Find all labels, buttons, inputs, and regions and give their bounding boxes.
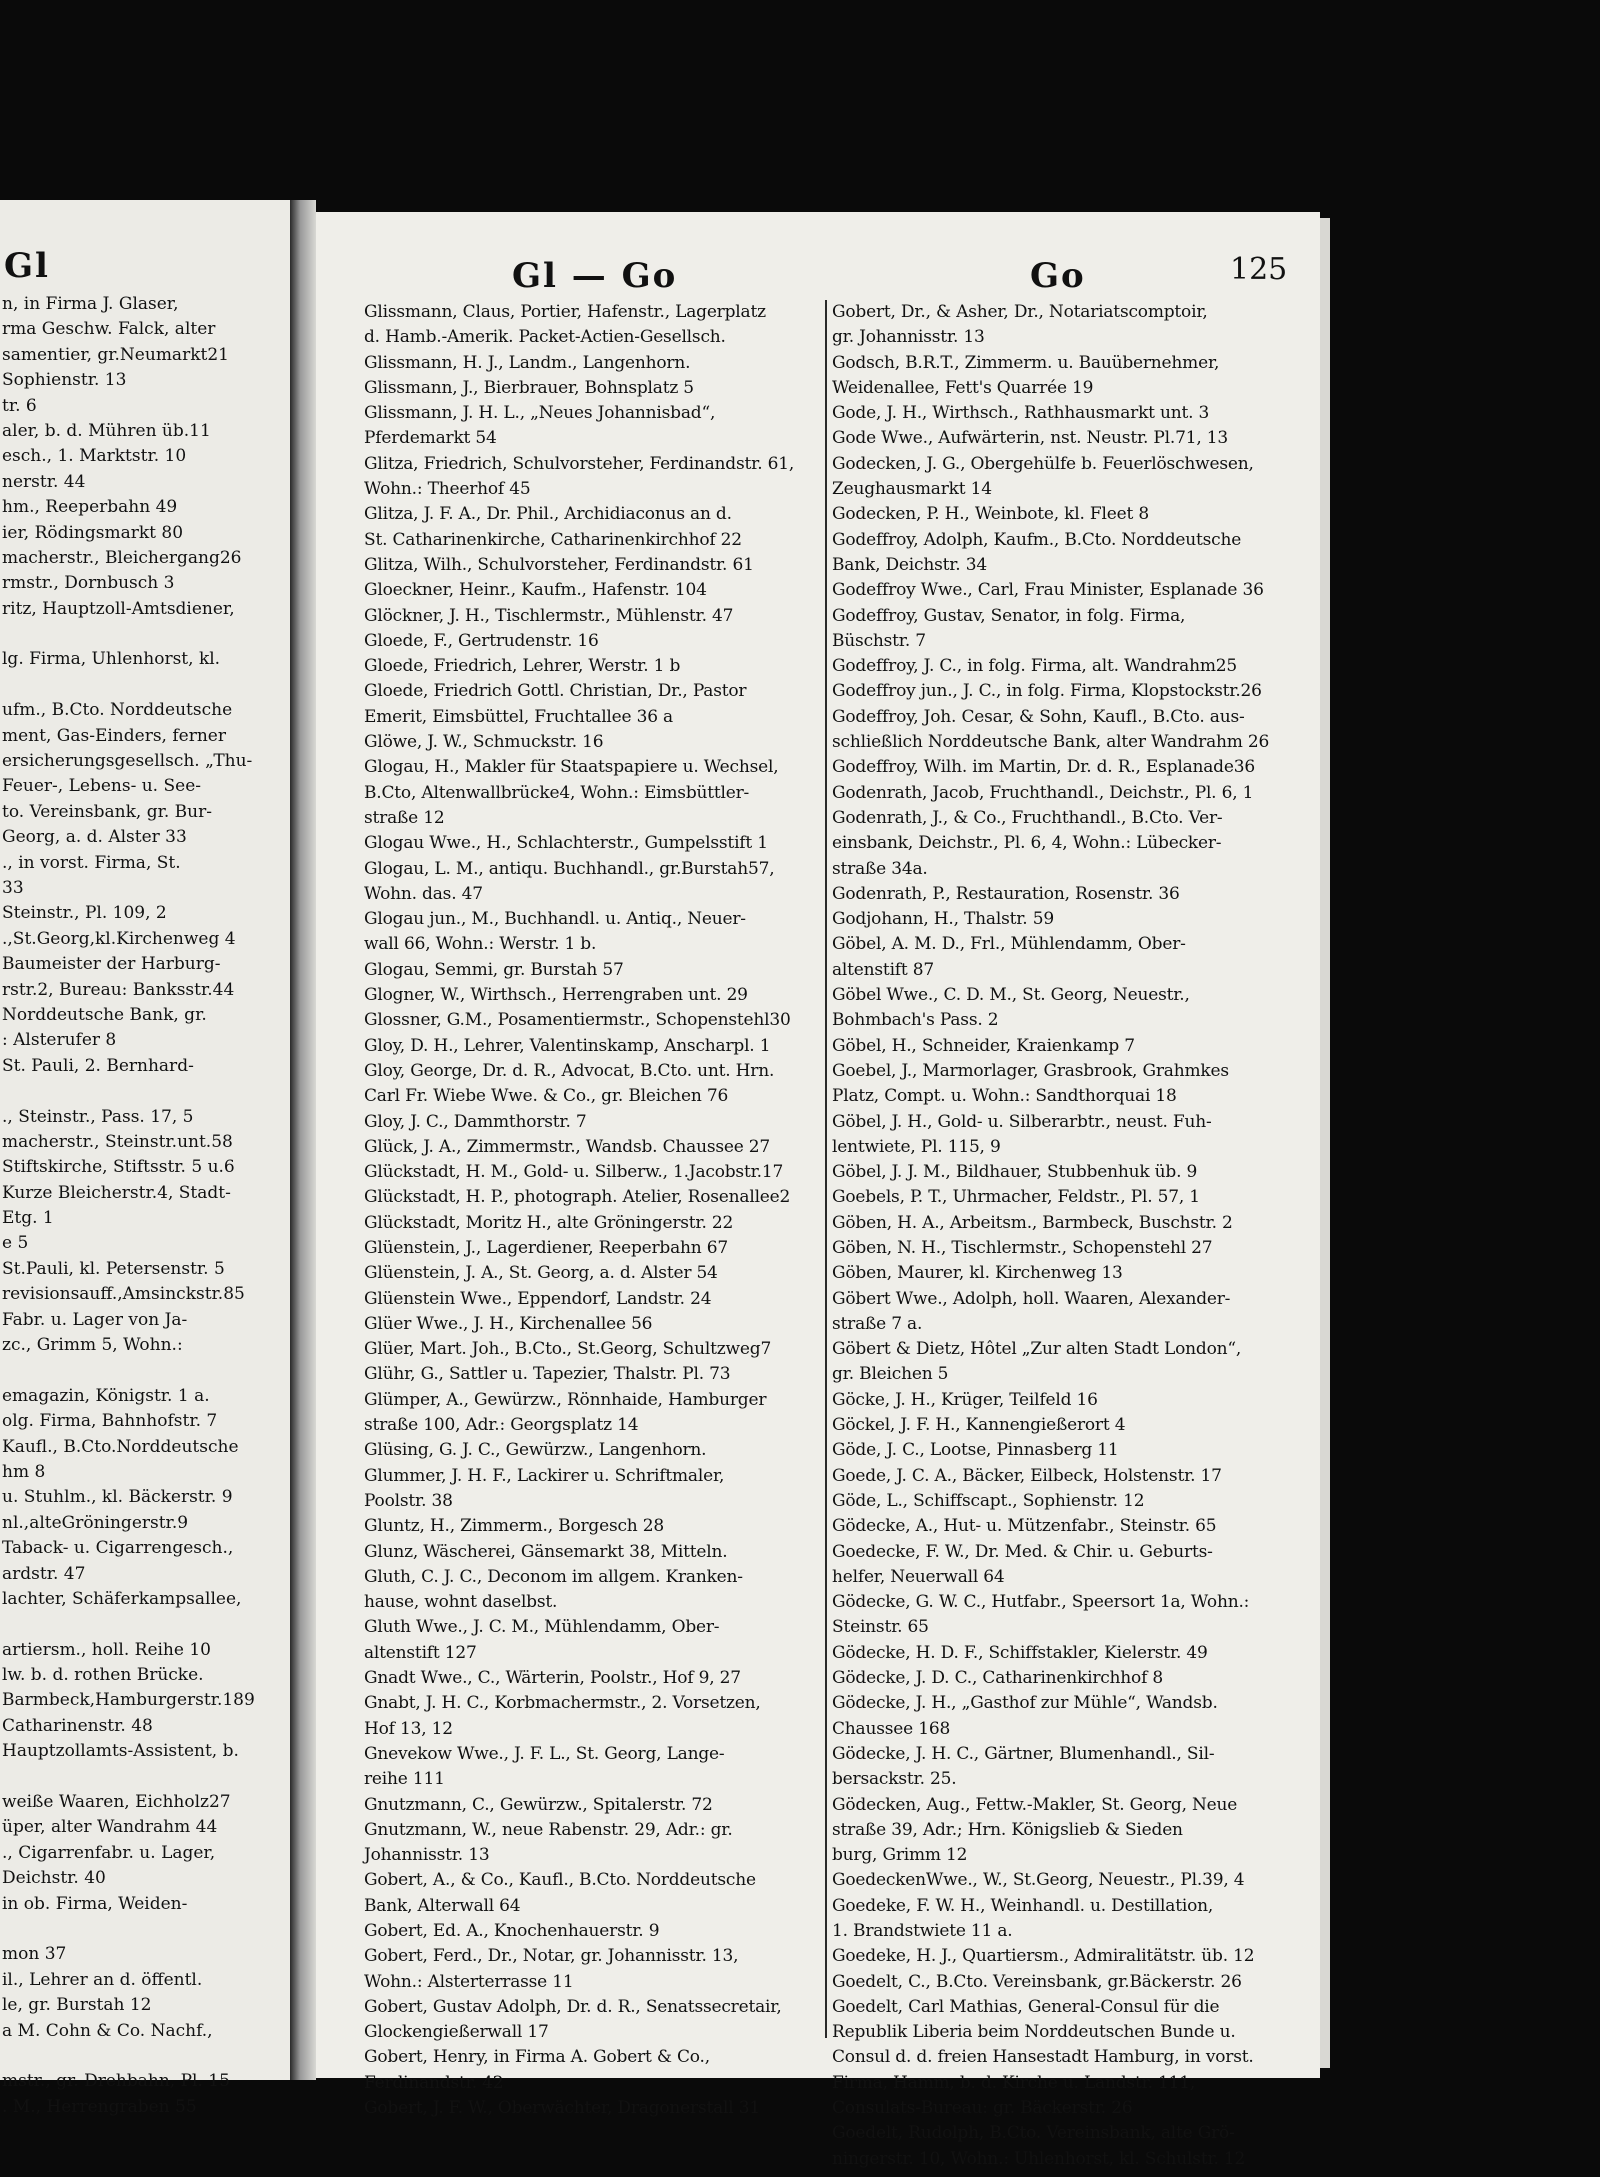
- directory-entry-line: u. Stuhlm., kl. Bäckerstr. 9: [2, 1487, 233, 1508]
- directory-entry-line: Goedelt, C., B.Cto. Vereinsbank, gr.Bäckerstr. 26: [832, 1971, 1242, 1992]
- directory-entry-line: [2, 1079, 288, 1104]
- directory-entry-line: Glückstadt, Moritz H., alte Gröningerstr. 22: [364, 1212, 734, 1233]
- directory-entry-line: Gödecke, J. H. C., Gärtner, Blumenhandl., Sil-: [832, 1743, 1215, 1764]
- directory-entry-line: Godenrath, Jacob, Fruchthandl., Deichstr., Pl. 6, 1: [832, 782, 1254, 803]
- directory-entry-line: Büschstr. 7: [832, 630, 926, 651]
- directory-entry-line: Glissmann, Claus, Portier, Hafenstr., Lagerplatz: [364, 302, 766, 322]
- directory-entry-line: Gobert, J. F. W., Oberwächter, Dragonerstall 31: [364, 2098, 760, 2119]
- directory-entry-line: emagazin, Königstr. 1 a.: [2, 1385, 210, 1406]
- directory-entry-line: Zeughausmarkt 14: [832, 479, 992, 500]
- directory-entry-line: Glogau jun., M., Buchhandl. u. Antiq., Neuer-: [364, 909, 746, 930]
- directory-entry-line: Goedelt, Rudolph, B.Cto. Vereinsbank, alte Grö-: [832, 2123, 1235, 2144]
- directory-entry-line: Gode Wwe., Aufwärterin, nst. Neustr. Pl.71, 13: [832, 428, 1228, 449]
- directory-entry-line: Göben, H. A., Arbeitsm., Barmbeck, Buschstr. 2: [832, 1212, 1233, 1233]
- directory-entry-line: macherstr., Bleichergang26: [2, 547, 242, 568]
- right-page: [316, 212, 1320, 2169]
- directory-entry-line: [2, 1612, 288, 1637]
- directory-entry-line: Godecken, J. G., Obergehülfe b. Feuerlöschwesen,: [832, 453, 1254, 474]
- directory-entry-line: Glitza, J. F. A., Dr. Phil., Archidiaconus an d.: [364, 504, 732, 525]
- directory-entry-line: hause, wohnt daselbst.: [364, 1592, 558, 1613]
- directory-entry-line: St. Pauli, 2. Bernhard-: [2, 1055, 194, 1076]
- book-gutter: [290, 200, 316, 2080]
- directory-entry-line: Godenrath, J., & Co., Fruchthandl., B.Cto. Ver-: [832, 807, 1223, 828]
- directory-entry-line: tr. 6: [2, 395, 37, 416]
- directory-entry-line: lentwiete, Pl. 115, 9: [832, 1136, 1001, 1157]
- directory-entry-line: Republik Liberia beim Norddeutschen Bunde u.: [832, 2022, 1236, 2043]
- directory-entry-line: Emerit, Eimsbüttel, Fruchtallee 36 a: [364, 706, 673, 727]
- directory-entry-line: [2, 622, 288, 647]
- directory-entry-line: Gode, J. H., Wirthsch., Rathhausmarkt unt. 3: [832, 403, 1210, 424]
- directory-entry-line: Godeffroy, J. C., in folg. Firma, alt. Wandrahm25: [832, 656, 1237, 677]
- directory-entry-line: straße 12: [364, 807, 445, 828]
- directory-entry-line: Goedeke, H. J., Quartiersm., Admiralitätstr. üb. 12: [832, 1946, 1255, 1967]
- left-page: [0, 200, 290, 2117]
- directory-entry-line: Glüenstein Wwe., Eppendorf, Landstr. 24: [364, 1288, 712, 1309]
- directory-entry-line: Wohn. das. 47: [364, 883, 483, 904]
- directory-entry-line: Göbel Wwe., C. D. M., St. Georg, Neuestr.,: [832, 985, 1190, 1006]
- directory-entry-line: Etg. 1: [2, 1208, 54, 1229]
- directory-entry-line: Feuer-, Lebens- u. See-: [2, 776, 201, 797]
- directory-entry-line: Sophienstr. 13: [2, 370, 127, 391]
- directory-entry-line: Steinstr., Pl. 109, 2: [2, 903, 167, 924]
- directory-entry-line: einsbank, Deichstr., Pl. 6, 4, Wohn.: Lübecker-: [832, 833, 1222, 854]
- directory-entry-line: helfer, Neuerwall 64: [832, 1566, 1005, 1587]
- directory-entry-line: ardstr. 47: [2, 1563, 86, 1584]
- directory-entry-line: ., Steinstr., Pass. 17, 5: [2, 1106, 194, 1127]
- directory-entry-line: Godeffroy, Joh. Cesar, & Sohn, Kaufl., B.Cto. aus-: [832, 706, 1245, 727]
- directory-entry-line: [2, 673, 288, 698]
- directory-entry-line: Stiftskirche, Stiftsstr. 5 u.6: [2, 1157, 235, 1178]
- directory-entry-line: Kaufl., B.Cto.Norddeutsche: [2, 1436, 239, 1457]
- directory-entry-line: [2, 1358, 288, 1383]
- directory-entry-line: St. Catharinenkirche, Catharinenkirchhof 22: [364, 529, 742, 550]
- directory-entry-line: Glückstadt, H. M., Gold- u. Silberw., 1.Jacobstr.17: [364, 1162, 784, 1183]
- directory-entry-line: Bank, Alterwall 64: [364, 1895, 521, 1916]
- directory-entry-line: Godeffroy Wwe., Carl, Frau Minister, Esplanade 36: [832, 580, 1264, 601]
- directory-entry-line: Glümper, A., Gewürzw., Rönnhaide, Hamburger: [364, 1389, 767, 1410]
- directory-entry-line: Poolstr. 38: [364, 1490, 453, 1511]
- directory-entry-line: d. Hamb.-Amerik. Packet-Actien-Gesellsch.: [364, 327, 726, 348]
- directory-entry-line: hm 8: [2, 1461, 46, 1482]
- directory-entry-line: ier, Rödingsmarkt 80: [2, 522, 184, 543]
- directory-entry-line: nerstr. 44: [2, 471, 86, 492]
- directory-column-left: [364, 300, 868, 2121]
- directory-entry-line: to. Vereinsbank, gr. Bur-: [2, 801, 212, 822]
- directory-entry-line: Goede, J. C. A., Bäcker, Eilbeck, Holstenstr. 17: [832, 1465, 1222, 1486]
- directory-entry-line: Godecken, P. H., Weinbote, kl. Fleet 8: [832, 504, 1149, 525]
- directory-entry-line: Glitza, Wilh., Schulvorsteher, Ferdinandstr. 61: [364, 554, 754, 575]
- directory-entry-line: Consul d. d. freien Hansestadt Hamburg, in vorst.: [832, 2047, 1254, 2068]
- directory-entry-line: straße 34a.: [832, 858, 928, 879]
- directory-entry-line: Glogau, H., Makler für Staatspapiere u. Wechsel,: [364, 757, 779, 778]
- directory-entry-line: samentier, gr.Neumarkt21: [2, 344, 229, 365]
- directory-entry-line: ., in vorst. Firma, St.: [2, 852, 181, 873]
- directory-entry-line: Göbel, J. H., Gold- u. Silberarbtr., neust. Fuh-: [832, 1111, 1212, 1132]
- directory-entry-line: Godjohann, H., Thalstr. 59: [832, 909, 1054, 930]
- directory-entry-line: Steinstr. 65: [832, 1617, 929, 1638]
- directory-entry-line: gr. Bleichen 5: [832, 1364, 949, 1385]
- directory-entry-line: Firma, Hamm, b. d. Kirche u. Landstr. 111,: [832, 2072, 1196, 2093]
- directory-entry-line: ufm., B.Cto. Norddeutsche: [2, 700, 233, 721]
- directory-entry-line: 33: [2, 877, 24, 898]
- directory-entry-line: Gödecke, J. H., „Gasthof zur Mühle“, Wandsb.: [832, 1693, 1218, 1714]
- directory-entry-line: Göbert & Dietz, Hôtel „Zur alten Stadt London“,: [832, 1339, 1242, 1360]
- directory-entry-line: bersackstr. 25.: [832, 1769, 957, 1790]
- directory-entry-line: Göbel, J. J. M., Bildhauer, Stubbenhuk üb. 9: [832, 1162, 1198, 1183]
- directory-entry-line: Göben, Maurer, kl. Kirchenweg 13: [832, 1263, 1123, 1284]
- directory-entry-line: Gloy, D. H., Lehrer, Valentinskamp, Anscharpl. 1: [364, 1035, 771, 1056]
- directory-entry-line: Glogau, Semmi, gr. Burstah 57: [364, 959, 624, 980]
- directory-entry-line: Glitza, Friedrich, Schulvorsteher, Ferdinandstr. 61,: [364, 453, 795, 474]
- directory-entry-line: Glogner, W., Wirthsch., Herrengraben unt. 29: [364, 985, 748, 1006]
- directory-entry-line: Gloede, Friedrich Gottl. Christian, Dr., Pastor: [364, 681, 747, 702]
- directory-entry-line: Godeffroy jun., J. C., in folg. Firma, Klopstockstr.26: [832, 681, 1262, 702]
- directory-entry-line: .,St.Georg,kl.Kirchenweg 4: [2, 928, 236, 949]
- running-header-left: Gl — Go: [512, 256, 678, 296]
- directory-entry-line: il., Lehrer an d. öffentl.: [2, 1969, 203, 1990]
- directory-entry-line: Glummer, J. H. F., Lackirer u. Schriftmaler,: [364, 1465, 725, 1486]
- directory-entry-line: Kurze Bleicherstr.4, Stadt-: [2, 1182, 231, 1203]
- directory-entry-line: . M., Herrengraben 55: [2, 2096, 197, 2117]
- directory-entry-line: Göben, N. H., Tischlermstr., Schopenstehl 27: [832, 1237, 1213, 1258]
- directory-entry-line: ment, Gas-Einders, ferner: [2, 725, 226, 746]
- directory-entry-line: Göbert Wwe., Adolph, holl. Waaren, Alexander-: [832, 1288, 1231, 1309]
- left-page-header: Gl: [4, 246, 50, 286]
- directory-entry-line: Glück, J. A., Zimmermstr., Wandsb. Chaussee 27: [364, 1136, 771, 1157]
- directory-entry-line: ningerstr. 10, Wohn.: Uhlenhorst, kl. Schulstr. 12: [832, 2148, 1246, 2169]
- directory-entry-line: Gluth, C. J. C., Deconom im allgem. Kranken-: [364, 1566, 743, 1587]
- directory-entry-line: Göbel, A. M. D., Frl., Mühlendamm, Ober-: [832, 934, 1186, 955]
- directory-entry-line: Göde, L., Schiffscapt., Sophienstr. 12: [832, 1490, 1145, 1511]
- directory-entry-line: Glossner, G.M., Posamentiermstr., Schopenstehl30: [364, 1010, 791, 1031]
- directory-entry-line: Glüer, Mart. Joh., B.Cto., St.Georg, Schultzweg7: [364, 1339, 772, 1360]
- directory-entry-line: Gobert, Ferd., Dr., Notar, gr. Johannisstr. 13,: [364, 1946, 739, 1967]
- directory-entry-line: straße 7 a.: [832, 1313, 923, 1334]
- directory-entry-line: le, gr. Burstah 12: [2, 1995, 152, 2016]
- directory-entry-line: Wohn.: Alsterterrasse 11: [364, 1971, 574, 1992]
- page-number: 125: [1230, 252, 1288, 287]
- directory-entry-line: Gloy, J. C., Dammthorstr. 7: [364, 1111, 587, 1132]
- directory-entry-line: burg, Grimm 12: [832, 1845, 968, 1866]
- directory-entry-line: Hof 13, 12: [364, 1718, 453, 1739]
- directory-entry-line: revisionsauff.,Amsinckstr.85: [2, 1284, 245, 1305]
- directory-entry-line: Glissmann, J., Bierbrauer, Bohnsplatz 5: [364, 377, 694, 398]
- directory-entry-line: esch., 1. Marktstr. 10: [2, 446, 187, 467]
- directory-entry-line: Göckel, J. F. H., Kannengießerort 4: [832, 1415, 1126, 1436]
- directory-entry-line: ., Cigarrenfabr. u. Lager,: [2, 1842, 216, 1863]
- directory-entry-line: Godeffroy, Wilh. im Martin, Dr. d. R., Esplanade36: [832, 757, 1255, 778]
- directory-entry-line: Bank, Deichstr. 34: [832, 554, 987, 575]
- directory-entry-line: wall 66, Wohn.: Werstr. 1 b.: [364, 934, 597, 955]
- directory-entry-line: Goedeke, F. W. H., Weinhandl. u. Destillation,: [832, 1895, 1214, 1916]
- directory-entry-line: Gobert, A., & Co., Kaufl., B.Cto. Norddeutsche: [364, 1870, 756, 1891]
- directory-entry-line: Gödecke, G. W. C., Hutfabr., Speersort 1a, Wohn.:: [832, 1592, 1250, 1613]
- directory-entry-line: hm., Reeperbahn 49: [2, 497, 178, 518]
- directory-entry-line: Gödecke, J. D. C., Catharinenkirchhof 8: [832, 1668, 1164, 1689]
- directory-entry-line: Baumeister der Harburg-: [2, 954, 221, 975]
- directory-entry-line: Godenrath, P., Restauration, Rosenstr. 36: [832, 883, 1180, 904]
- directory-column-right: [824, 300, 1298, 2172]
- directory-entry-line: Glöwe, J. W., Schmuckstr. 16: [364, 732, 604, 753]
- directory-entry-line: altenstift 87: [832, 959, 934, 980]
- directory-entry-line: gr. Johannisstr. 13: [832, 327, 985, 348]
- directory-entry-line: Carl Fr. Wiebe Wwe. & Co., gr. Bleichen 76: [364, 1086, 729, 1107]
- directory-entry-line: Ferdinandstr. 42: [364, 2072, 504, 2093]
- directory-entry-line: üper, alter Wandrahm 44: [2, 1817, 218, 1838]
- directory-entry-line: weiße Waaren, Eichholz27: [2, 1792, 231, 1813]
- directory-entry-line: GoedeckenWwe., W., St.Georg, Neuestr., Pl.39, 4: [832, 1870, 1245, 1891]
- directory-entry-line: zc., Grimm 5, Wohn.:: [2, 1335, 183, 1356]
- directory-entry-line: Deichstr. 40: [2, 1868, 106, 1889]
- directory-entry-line: St.Pauli, kl. Petersenstr. 5: [2, 1258, 225, 1279]
- directory-entry-line: Glühr, G., Sattler u. Tapezier, Thalstr. Pl. 73: [364, 1364, 731, 1385]
- directory-entry-line: a M. Cohn & Co. Nachf.,: [2, 2020, 213, 2041]
- directory-entry-line: Godeffroy, Gustav, Senator, in folg. Firma,: [832, 605, 1186, 626]
- page-edge: [1320, 218, 1330, 2068]
- directory-entry-line: Göcke, J. H., Krüger, Teilfeld 16: [832, 1389, 1098, 1410]
- directory-entry-line: Pferdemarkt 54: [364, 428, 497, 449]
- directory-entry-line: [2, 2044, 288, 2069]
- directory-entry-line: Goedelt, Carl Mathias, General-Consul für die: [832, 1996, 1220, 2017]
- directory-entry-line: Glüsing, G. J. C., Gewürzw., Langenhorn.: [364, 1440, 707, 1461]
- running-header-right: Go: [1030, 256, 1086, 296]
- directory-entry-line: : Alsterufer 8: [2, 1030, 117, 1051]
- directory-entry-line: e 5: [2, 1233, 29, 1254]
- directory-entry-line: Gnutzmann, W., neue Rabenstr. 29, Adr.: gr.: [364, 1819, 733, 1840]
- directory-entry-line: Gödecke, H. D. F., Schiffstakler, Kielerstr. 49: [832, 1642, 1208, 1663]
- directory-entry-line: Gobert, Ed. A., Knochenhauerstr. 9: [364, 1921, 660, 1941]
- directory-entry-line: lw. b. d. rothen Brücke.: [2, 1665, 204, 1686]
- directory-entry-line: ersicherungsgesellsch. „Thu-: [2, 751, 253, 772]
- directory-entry-line: [2, 1917, 288, 1942]
- directory-entry-line: [2, 1765, 288, 1790]
- directory-entry-line: aler, b. d. Mühren üb.11: [2, 420, 211, 441]
- directory-entry-line: Glüenstein, J., Lagerdiener, Reeperbahn 67: [364, 1237, 728, 1258]
- directory-entry-line: Glunz, Wäscherei, Gänsemarkt 38, Mitteln.: [364, 1541, 728, 1562]
- directory-entry-line: Göbel, H., Schneider, Kraienkamp 7: [832, 1035, 1135, 1056]
- directory-entry-line: artiersm., holl. Reihe 10: [2, 1639, 211, 1660]
- directory-entry-line: Catharinenstr. 48: [2, 1715, 153, 1736]
- directory-entry-line: Gloede, F., Gertrudenstr. 16: [364, 630, 599, 651]
- directory-entry-line: Gloy, George, Dr. d. R., Advocat, B.Cto. unt. Hrn.: [364, 1060, 775, 1081]
- directory-entry-line: Platz, Compt. u. Wohn.: Sandthorquai 18: [832, 1086, 1177, 1107]
- directory-entry-line: Glissmann, H. J., Landm., Langenhorn.: [364, 352, 691, 373]
- directory-entry-line: Glockengießerwall 17: [364, 2022, 549, 2043]
- directory-entry-line: Consulats-Bureau: gr. Bäckerstr. 26: [832, 2098, 1133, 2119]
- directory-entry-line: n, in Firma J. Glaser,: [2, 294, 179, 314]
- directory-entry-line: nl.,alteGröningerstr.9: [2, 1512, 189, 1533]
- directory-entry-line: Glogau Wwe., H., Schlachterstr., Gumpelsstift 1: [364, 833, 768, 854]
- directory-entry-line: Gnevekow Wwe., J. F. L., St. Georg, Lange-: [364, 1743, 725, 1764]
- directory-entry-line: straße 39, Adr.; Hrn. Königslieb & Sieden: [832, 1819, 1183, 1840]
- directory-entry-line: Bohmbach's Pass. 2: [832, 1010, 999, 1031]
- directory-entry-line: macherstr., Steinstr.unt.58: [2, 1131, 233, 1152]
- directory-entry-line: lg. Firma, Uhlenhorst, kl.: [2, 649, 221, 670]
- directory-entry-line: Glüer Wwe., J. H., Kirchenallee 56: [364, 1313, 653, 1334]
- directory-entry-line: rmstr., Dornbusch 3: [2, 573, 175, 594]
- directory-entry-line: ritz, Hauptzoll-Amtsdiener,: [2, 598, 235, 619]
- directory-entry-line: straße 100, Adr.: Georgsplatz 14: [364, 1415, 639, 1436]
- directory-entry-line: lachter, Schäferkampsallee,: [2, 1588, 242, 1609]
- directory-entry-line: Glückstadt, H. P., photograph. Atelier, Rosenallee2: [364, 1187, 791, 1208]
- directory-entry-line: Glogau, L. M., antiqu. Buchhandl., gr.Burstah57,: [364, 858, 775, 879]
- directory-entry-line: 1. Brandstwiete 11 a.: [832, 1921, 1013, 1941]
- directory-entry-line: Weidenallee, Fett's Quarrée 19: [832, 377, 1094, 398]
- directory-entry-line: Chaussee 168: [832, 1718, 951, 1739]
- directory-entry-line: Fabr. u. Lager von Ja-: [2, 1309, 188, 1330]
- directory-entry-line: altenstift 127: [364, 1642, 477, 1663]
- directory-entry-line: Taback- u. Cigarrengesch.,: [2, 1538, 234, 1559]
- directory-entry-line: Glüenstein, J. A., St. Georg, a. d. Alster 54: [364, 1263, 718, 1284]
- directory-entry-line: in ob. Firma, Weiden-: [2, 1893, 188, 1914]
- directory-entry-line: Gödecken, Aug., Fettw.-Makler, St. Georg, Neue: [832, 1794, 1238, 1815]
- directory-entry-line: B.Cto, Altenwallbrücke4, Wohn.: Eimsbüttler-: [364, 782, 750, 803]
- directory-entry-line: rma Geschw. Falck, alter: [2, 319, 216, 340]
- directory-entry-line: olg. Firma, Bahnhofstr. 7: [2, 1411, 218, 1432]
- directory-entry-line: Gödecke, A., Hut- u. Mützenfabr., Steinstr. 65: [832, 1516, 1217, 1537]
- directory-entry-line: Godsch, B.R.T., Zimmerm. u. Bauübernehmer,: [832, 352, 1220, 373]
- directory-entry-line: Hauptzollamts-Assistent, b.: [2, 1741, 239, 1762]
- directory-entry-line: Goebels, P. T., Uhrmacher, Feldstr., Pl. 57, 1: [832, 1187, 1200, 1208]
- directory-entry-line: Glöckner, J. H., Tischlermstr., Mühlenstr. 47: [364, 605, 734, 626]
- directory-entry-line: Gobert, Dr., & Asher, Dr., Notariatscomptoir,: [832, 302, 1208, 322]
- directory-entry-line: Norddeutsche Bank, gr.: [2, 1004, 207, 1025]
- directory-entry-line: Glissmann, J. H. L., „Neues Johannisbad“,: [364, 403, 716, 424]
- directory-entry-line: mstr., gr. Drehbahn, Pl. 15: [2, 2071, 230, 2092]
- directory-entry-line: rstr.2, Bureau: Banksstr.44: [2, 979, 235, 1000]
- directory-entry-line: Gnutzmann, C., Gewürzw., Spitalerstr. 72: [364, 1794, 713, 1815]
- directory-entry-line: Göde, J. C., Lootse, Pinnasberg 11: [832, 1440, 1119, 1461]
- directory-entry-line: Barmbeck,Hamburgerstr.189: [2, 1690, 255, 1711]
- directory-entry-line: Georg, a. d. Alster 33: [2, 827, 187, 848]
- directory-entry-line: schließlich Norddeutsche Bank, alter Wandrahm 26: [832, 732, 1270, 753]
- directory-entry-line: Gluth Wwe., J. C. M., Mühlendamm, Ober-: [364, 1617, 720, 1638]
- directory-entry-line: Johannisstr. 13: [364, 1845, 490, 1866]
- left-page-entries: [2, 292, 288, 2120]
- directory-entry-line: Gobert, Henry, in Firma A. Gobert & Co.,: [364, 2047, 710, 2068]
- directory-entry-line: Gobert, Gustav Adolph, Dr. d. R., Senatssecretair,: [364, 1996, 782, 2017]
- directory-entry-line: Gloeckner, Heinr., Kaufm., Hafenstr. 104: [364, 580, 707, 601]
- directory-entry-line: Gnabt, J. H. C., Korbmachermstr., 2. Vorsetzen,: [364, 1693, 761, 1714]
- directory-entry-line: Gloede, Friedrich, Lehrer, Werstr. 1 b: [364, 656, 681, 677]
- directory-entry-line: Wohn.: Theerhof 45: [364, 479, 531, 500]
- directory-entry-line: Gluntz, H., Zimmerm., Borgesch 28: [364, 1516, 664, 1537]
- directory-entry-line: mon 37: [2, 1944, 67, 1965]
- directory-entry-line: Goedecke, F. W., Dr. Med. & Chir. u. Geburts-: [832, 1541, 1213, 1562]
- directory-entry-line: reihe 111: [364, 1769, 445, 1790]
- directory-entry-line: Godeffroy, Adolph, Kaufm., B.Cto. Norddeutsche: [832, 529, 1242, 550]
- directory-entry-line: Gnadt Wwe., C., Wärterin, Poolstr., Hof 9, 27: [364, 1668, 741, 1689]
- directory-entry-line: Goebel, J., Marmorlager, Grasbrook, Grahmkes: [832, 1060, 1229, 1081]
